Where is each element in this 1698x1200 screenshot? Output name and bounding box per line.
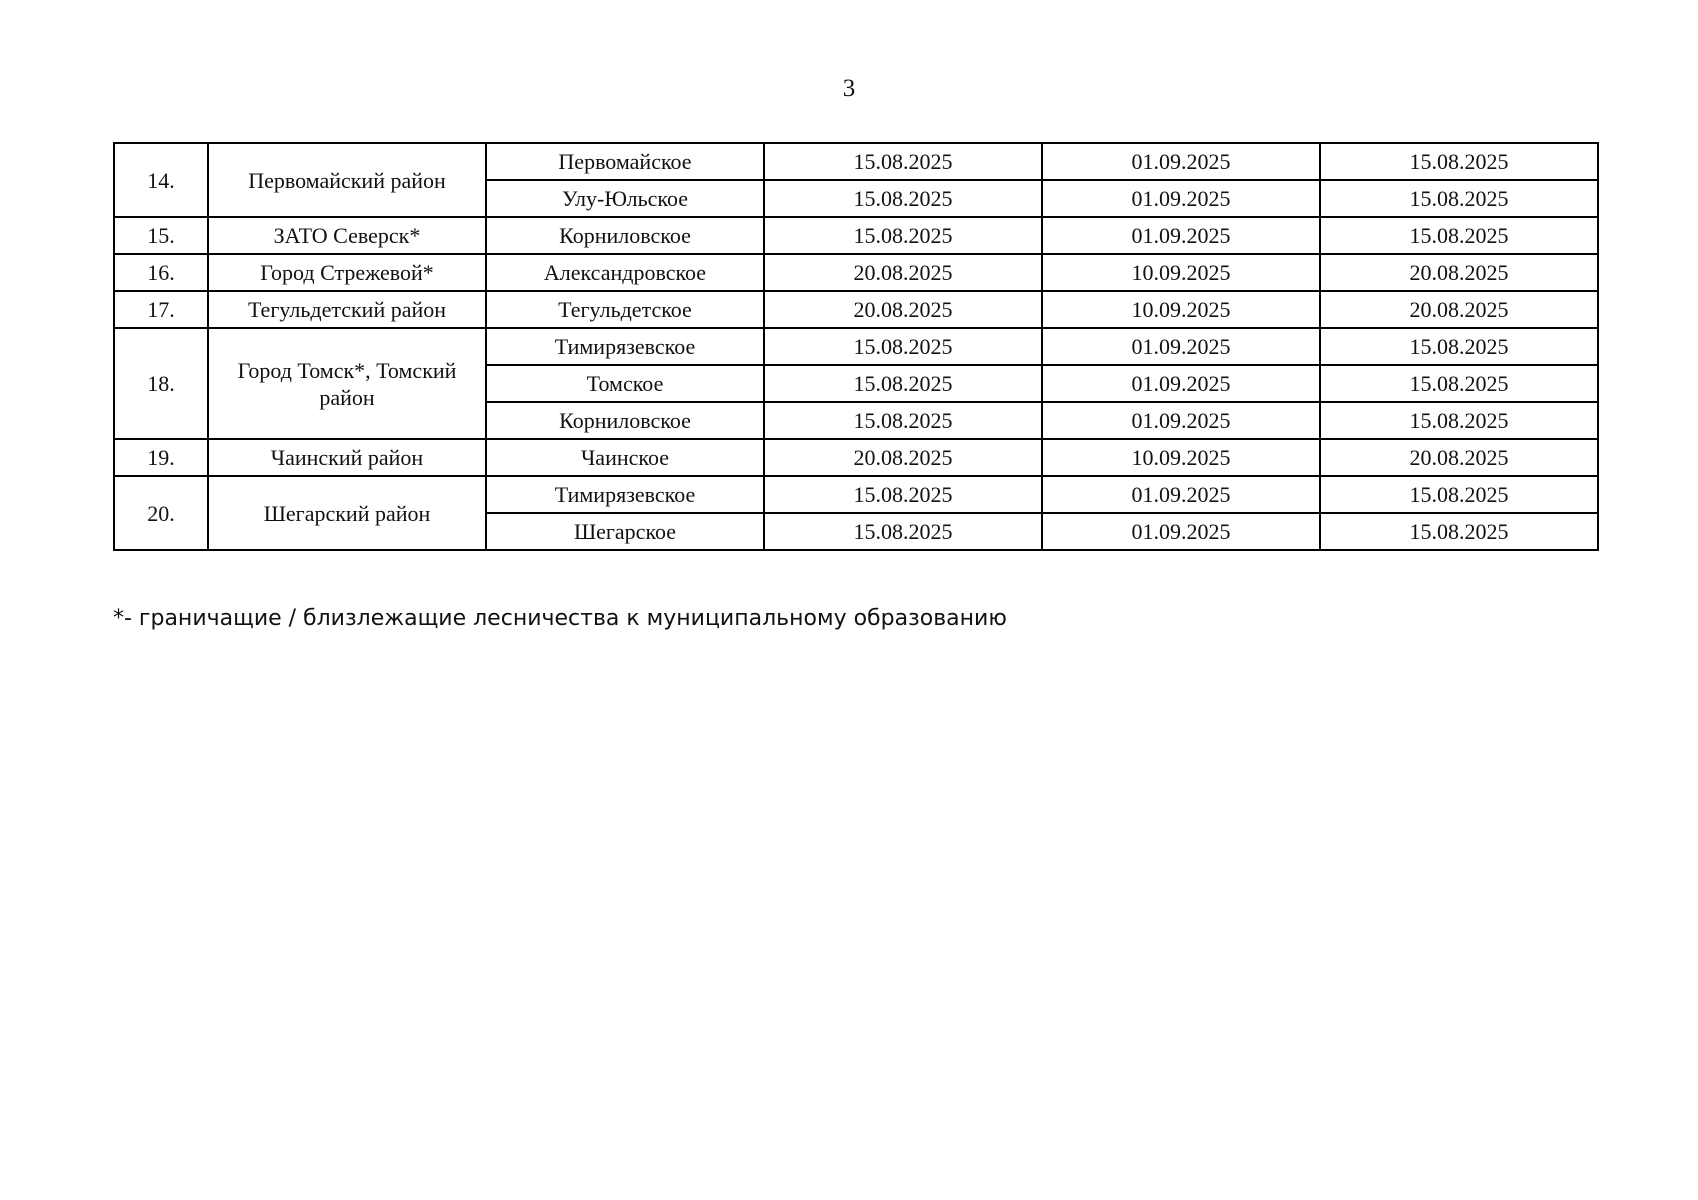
date-cell: 10.09.2025: [1042, 291, 1320, 328]
date-cell: 20.08.2025: [1320, 291, 1598, 328]
date-cell: 15.08.2025: [764, 328, 1042, 365]
date-cell: 01.09.2025: [1042, 365, 1320, 402]
date-cell: 01.09.2025: [1042, 217, 1320, 254]
table-body: [114, 143, 1598, 550]
row-number-cell: 20.: [114, 476, 208, 550]
date-cell: 15.08.2025: [1320, 402, 1598, 439]
date-cell: 01.09.2025: [1042, 513, 1320, 550]
page-number: 3: [842, 75, 856, 102]
date-cell: 15.08.2025: [764, 180, 1042, 217]
row-number-cell: 15.: [114, 217, 208, 254]
date-cell: 01.09.2025: [1042, 476, 1320, 513]
district-cell: Тегульдетский район: [208, 291, 486, 328]
row-number-cell: 16.: [114, 254, 208, 291]
date-cell: 01.09.2025: [1042, 328, 1320, 365]
date-cell: 15.08.2025: [1320, 513, 1598, 550]
district-cell: Город Томск*, Томский район: [208, 328, 486, 439]
district-cell: Чаинский район: [208, 439, 486, 476]
date-cell: 15.08.2025: [1320, 143, 1598, 180]
date-cell: 20.08.2025: [764, 254, 1042, 291]
date-cell: 15.08.2025: [764, 365, 1042, 402]
row-number-cell: 19.: [114, 439, 208, 476]
forestry-cell: Тегульдетское: [486, 291, 764, 328]
district-cell: Первомайский район: [208, 143, 486, 217]
date-cell: 15.08.2025: [1320, 328, 1598, 365]
date-cell: 15.08.2025: [1320, 365, 1598, 402]
date-cell: 01.09.2025: [1042, 180, 1320, 217]
district-cell: ЗАТО Северск*: [208, 217, 486, 254]
forestry-cell: Шегарское: [486, 513, 764, 550]
forestry-cell: Корниловское: [486, 402, 764, 439]
date-cell: 15.08.2025: [764, 476, 1042, 513]
forestry-cell: Первомайское: [486, 143, 764, 180]
row-number-cell: 18.: [114, 328, 208, 439]
table-row: [114, 217, 1598, 254]
date-cell: 15.08.2025: [1320, 476, 1598, 513]
date-cell: 10.09.2025: [1042, 254, 1320, 291]
forestry-cell: Чаинское: [486, 439, 764, 476]
date-cell: 15.08.2025: [764, 402, 1042, 439]
forestry-cell: Томское: [486, 365, 764, 402]
table-row: [114, 328, 1598, 365]
date-cell: 20.08.2025: [764, 291, 1042, 328]
table-row: [114, 439, 1598, 476]
forestry-cell: Корниловское: [486, 217, 764, 254]
table-row: [114, 291, 1598, 328]
table-row: [114, 476, 1598, 513]
date-cell: 15.08.2025: [764, 143, 1042, 180]
date-cell: 20.08.2025: [764, 439, 1042, 476]
forestry-cell: Улу-Юльское: [486, 180, 764, 217]
date-cell: 15.08.2025: [764, 513, 1042, 550]
footnote: *- граничащие / близлежащие лесничества к муниципальному образованию: [113, 606, 1007, 631]
date-cell: 15.08.2025: [764, 217, 1042, 254]
date-cell: 20.08.2025: [1320, 254, 1598, 291]
district-cell: Город Стрежевой*: [208, 254, 486, 291]
date-cell: 20.08.2025: [1320, 439, 1598, 476]
date-cell: 15.08.2025: [1320, 180, 1598, 217]
table-row: [114, 254, 1598, 291]
forestry-cell: Тимирязевское: [486, 328, 764, 365]
date-cell: 15.08.2025: [1320, 217, 1598, 254]
row-number-cell: 17.: [114, 291, 208, 328]
date-cell: 01.09.2025: [1042, 143, 1320, 180]
date-cell: 01.09.2025: [1042, 402, 1320, 439]
table-row: [114, 143, 1598, 180]
forestry-cell: Тимирязевское: [486, 476, 764, 513]
district-cell: Шегарский район: [208, 476, 486, 550]
date-cell: 10.09.2025: [1042, 439, 1320, 476]
schedule-table: [113, 142, 1599, 551]
row-number-cell: 14.: [114, 143, 208, 217]
forestry-cell: Александровское: [486, 254, 764, 291]
